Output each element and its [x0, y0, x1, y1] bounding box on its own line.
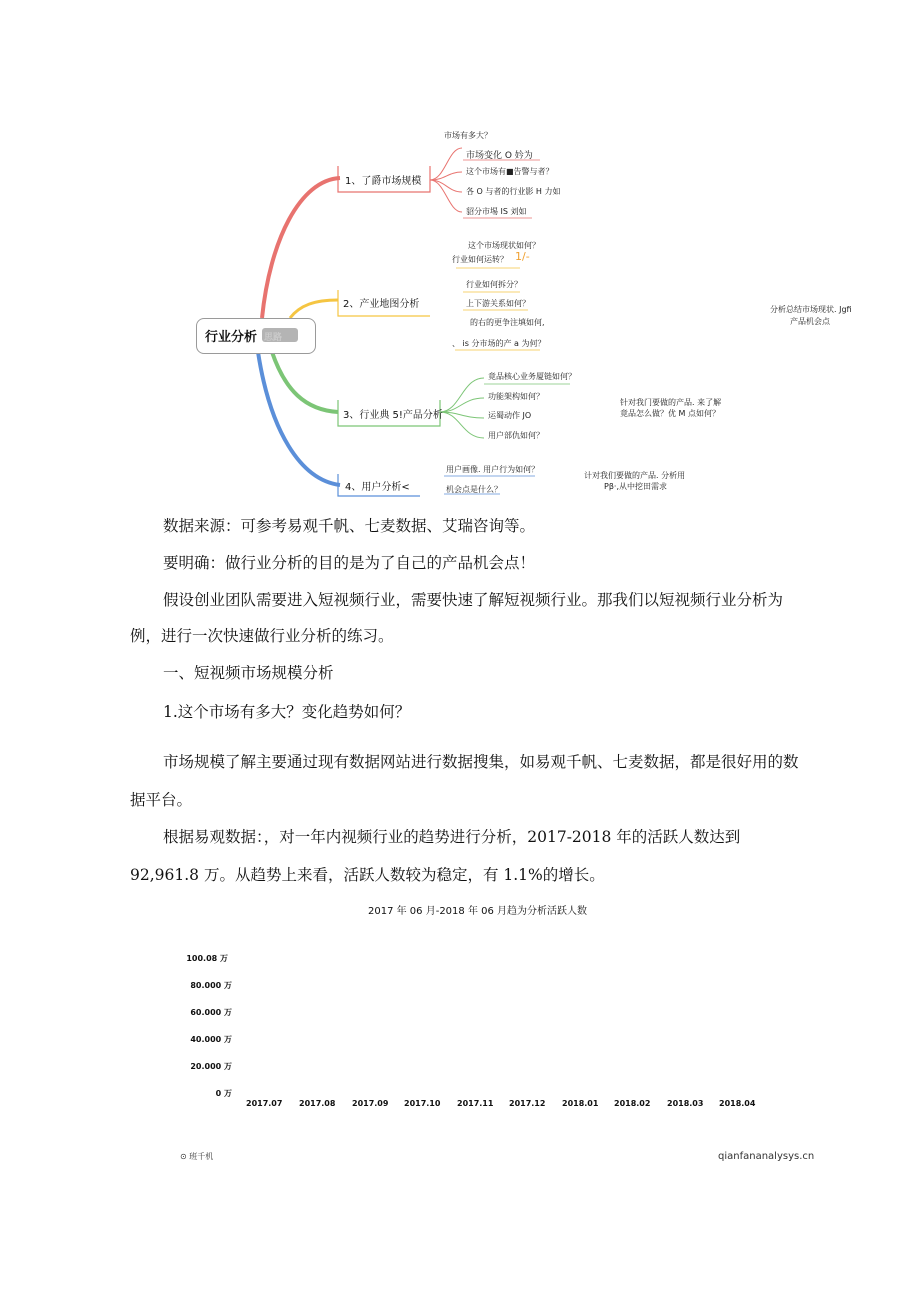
note-b4-line2: Pβ·,从中挖田需求 — [604, 482, 668, 491]
y-tick-label: 80.000 万 — [190, 981, 232, 990]
note-b3-line1: 针对我门要做的产品. 来了解 — [620, 398, 722, 407]
footer-logo-text: ⊙ 班千机 — [180, 1152, 214, 1161]
branch1-item: 市场变化 O 妗为 — [466, 151, 533, 161]
note-right-line2: 产品机会点 — [790, 317, 830, 326]
x-tick-label: 2017.10 — [404, 1099, 441, 1108]
branch1-item: 貂分市埸 IS 刘如 — [466, 207, 527, 216]
footer-url: qianfananalysys.cn — [718, 1151, 815, 1162]
paragraph-assumption-cont: 例，进行一次快速做行业分析的练习。 — [130, 627, 394, 645]
branch4-connector — [258, 352, 340, 485]
branch1-item: 市场有多大？ — [444, 131, 492, 140]
branch2-item: 上下游关系如何？ — [466, 299, 530, 308]
mindmap-connectors — [0, 0, 920, 500]
paragraph-yiguan: 根据易观数据：，对一年内视频行业的趋势进行分析，2017-2018 年的活跃人数达到 — [163, 828, 741, 846]
branch2-item: 行业如何运转？ — [452, 255, 508, 264]
branch2-connector — [290, 300, 338, 318]
y-tick-label: 40.000 万 — [190, 1035, 232, 1044]
branch2-item: 行业如何拆分？ — [466, 280, 522, 289]
branch2-label: 2、产业地图分析 — [343, 299, 420, 310]
paragraph-goal: 要明确：做行业分析的目的是为了自己的产品机会点！ — [163, 554, 536, 572]
branch1-item: 各 O 与者的行业影 H 力如 — [466, 187, 561, 196]
branch2-item: 这个市场现状如何？ — [468, 241, 540, 250]
chart-title: 2017 年 06 月-2018 年 06 月趋为分析活跃人数 — [368, 906, 588, 917]
x-tick-label: 2018.03 — [667, 1099, 704, 1108]
branch2-item: 、 is 分市场的产 a 为何？ — [452, 339, 546, 348]
branch3-item: 竟品核心业务厦链如何？ — [488, 372, 576, 381]
y-tick-label: 20.000 万 — [190, 1062, 232, 1071]
paragraph-market-size: 市场规模了解主要通过现有数据网站进行数据搜集，如易观千帆、七麦数据，都是很好用的数 — [163, 753, 799, 771]
branch3-item: 运蜀动作 JO — [488, 411, 532, 420]
mindmap-root-label: 行业分析 — [205, 330, 258, 345]
x-tick-label: 2017.11 — [457, 1099, 494, 1108]
branch4-label: 4、用户分析< — [345, 482, 410, 493]
branch2-mark: 1/- — [515, 250, 530, 263]
x-tick-label: 2017.09 — [352, 1099, 389, 1108]
note-b3-line2: 竟品怎么做？优 M 点如何？ — [620, 409, 720, 418]
note-right-line1: 分析总结市场现状. Jgfi — [770, 305, 852, 314]
branch3-item: 用户部仇如何？ — [488, 431, 544, 440]
y-tick-label: 0 万 — [215, 1089, 232, 1098]
branch4-item: 机会点是什么？ — [446, 485, 502, 494]
branch3-connector — [272, 352, 338, 412]
y-tick-label: 60.000 万 — [190, 1008, 232, 1017]
branch4-item: 用户画像. 用户行为如何？ — [446, 465, 540, 474]
x-tick-label: 2017.08 — [299, 1099, 336, 1108]
branch1-connector — [262, 178, 340, 318]
paragraph-yiguan-cont: 92,961.8 万。从趋势上来看，活跃人数较为稳定，有 1.1%的增长。 — [130, 866, 605, 884]
branch1-label: 1、了爵市场规模 — [345, 176, 422, 187]
branch2-item: 的右的更争注填如何, — [470, 318, 545, 327]
paragraph-assumption: 假设创业团队需要进入短视频行业，需要快速了解短视频行业。那我们以短视频行业分析为 — [163, 591, 784, 609]
x-tick-label: 2018.01 — [562, 1099, 599, 1108]
mindmap-root-blurred-text: 思路 — [264, 333, 283, 343]
subsection-heading: 1.这个市场有多大？变化趋势如何？ — [163, 703, 411, 721]
x-tick-label: 2018.02 — [614, 1099, 651, 1108]
x-tick-label: 2018.04 — [719, 1099, 756, 1108]
paragraph-market-size-cont: 据平台。 — [130, 791, 193, 809]
paragraph-data-source: 数据来源：可参考易观千帆、七麦数据、艾瑞咨询等。 — [163, 517, 536, 535]
x-tick-label: 2017.12 — [509, 1099, 546, 1108]
y-tick-label: 100.08 万 — [186, 954, 228, 963]
branch3-item: 功能架构如何？ — [488, 392, 544, 401]
branch1-item: 这个市场有■告警与者？ — [466, 167, 554, 176]
x-tick-label: 2017.07 — [246, 1099, 283, 1108]
branch3-label: 3、行业典 5!产品分析 — [343, 410, 443, 421]
note-b4-line1: 计对我们要做的产品. 分析用 — [584, 471, 686, 480]
section-heading: 一、短视频市场规模分析 — [163, 664, 334, 682]
